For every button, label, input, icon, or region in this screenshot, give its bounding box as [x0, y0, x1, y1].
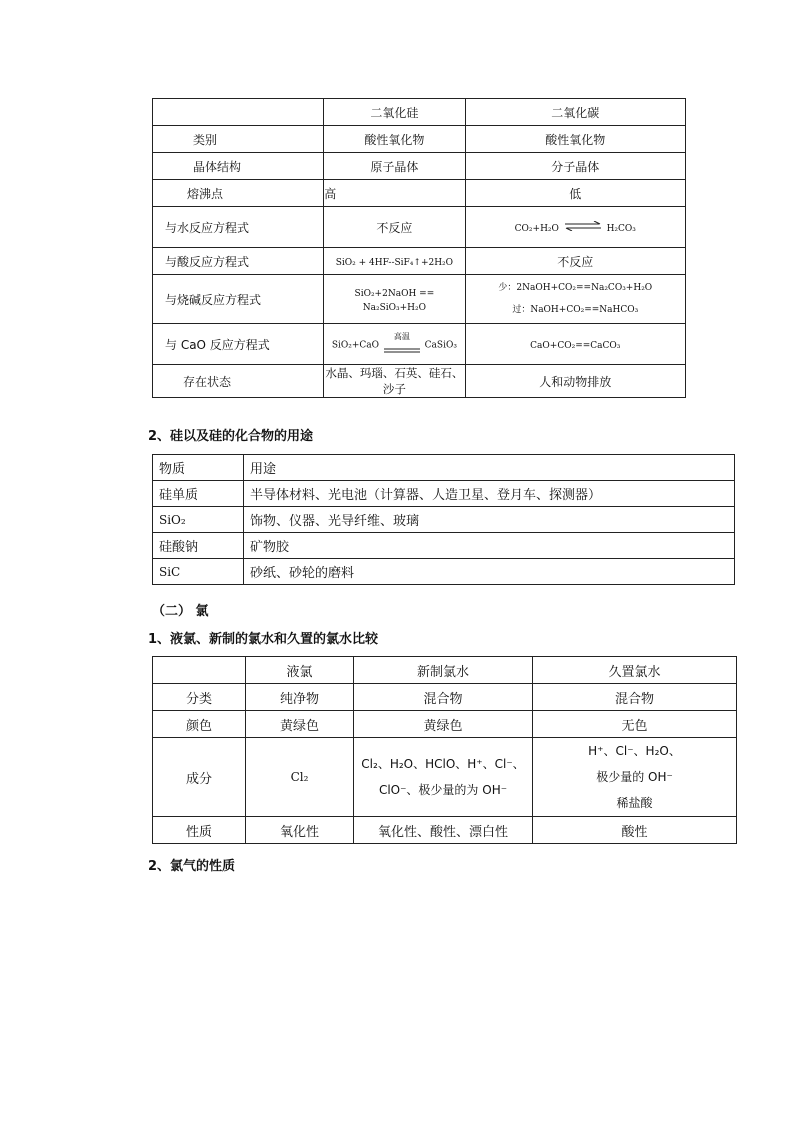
table-cell: 氧化性 [246, 817, 354, 844]
table-cell: 硅酸钠 [153, 533, 244, 559]
chlorine-water-comparison-table [152, 656, 737, 844]
table-row [153, 533, 735, 559]
table-cell: 混合物 [354, 684, 533, 711]
table-cell: 纯净物 [246, 684, 354, 711]
equals-arrow-icon [383, 348, 421, 353]
table-cell: 黄绿色 [354, 711, 533, 738]
component-line: 稀盐酸 [616, 796, 653, 810]
table-cell: 氧化性、酸性、漂白性 [354, 817, 533, 844]
table-header: 物质 [153, 455, 244, 481]
table-header: 二氧化硅 [324, 99, 465, 126]
equation-small-amount: 少：2NaOH+CO₂==Na₂CO₃+H₂O [498, 283, 653, 293]
section-heading-chlorine: （二） 氯 [152, 604, 209, 619]
row-label: 与烧碱反应方程式 [153, 275, 324, 324]
table-row [153, 455, 735, 481]
table-header: 用途 [244, 455, 735, 481]
sio2-co2-comparison-table [152, 98, 686, 398]
row-label: 分类 [153, 684, 246, 711]
table-header: 二氧化碳 [465, 99, 685, 126]
table-row [153, 207, 686, 248]
row-label: 与酸反应方程式 [153, 248, 324, 275]
row-label: 与 CaO 反应方程式 [153, 324, 324, 365]
table-cell: 低 [465, 180, 685, 207]
table-row [153, 817, 737, 844]
table-row [153, 324, 686, 365]
table-cell: SiC [153, 559, 244, 585]
row-label: 类别 [153, 126, 324, 153]
equation-excess: 过：NaOH+CO₂==NaHCO₃ [512, 305, 639, 315]
table-cell: SiO₂+2NaOH == Na₂SiO₃+H₂O [354, 289, 435, 313]
table-cell: 矿物胶 [244, 533, 735, 559]
table-cell: 酸性氧化物 [465, 126, 685, 153]
table-row [153, 711, 737, 738]
component-line: 极少量的 OH⁻ [596, 770, 673, 784]
table-cell: 硅单质 [153, 481, 244, 507]
table-row [153, 507, 735, 533]
row-label: 成分 [153, 738, 246, 817]
reaction-condition: 高温 [393, 332, 410, 341]
table-cell: SiO₂ [153, 507, 244, 533]
table-row [153, 153, 686, 180]
heading-chlorine-properties: 2、氯气的性质 [148, 859, 236, 874]
row-label: 与水反应方程式 [153, 207, 324, 248]
table-cell: 半导体材料、光电池（计算器、人造卫星、登月车、探测器） [244, 481, 735, 507]
component-line: H⁺、Cl⁻、H₂O、 [588, 744, 681, 758]
table-row [153, 559, 735, 585]
table-row [153, 657, 737, 684]
table-cell: SiO₂ + 4HF--SiF₄↑+2H₂O [335, 258, 454, 268]
equation-right: CaSiO₃ [424, 340, 457, 351]
table-cell: 混合物 [533, 684, 737, 711]
table-cell: Cl₂ [246, 738, 354, 817]
table-cell: 饰物、仪器、光导纤维、玻璃 [244, 507, 735, 533]
table-cell: 不反应 [465, 248, 685, 275]
table-header: 液氯 [246, 657, 354, 684]
table-cell: 水晶、玛瑙、石英、硅石、沙子 [325, 366, 464, 396]
table-row [153, 738, 737, 817]
heading-chlorine-compare: 1、液氯、新制的氯水和久置的氯水比较 [148, 632, 379, 647]
row-label: 熔沸点 [153, 180, 324, 207]
row-label: 颜色 [153, 711, 246, 738]
equation-left: SiO₂+CaO [331, 340, 380, 351]
table-cell: 高 [324, 180, 465, 207]
table-cell: 黄绿色 [246, 711, 354, 738]
heading-silicon-uses: 2、硅以及硅的化合物的用途 [148, 429, 314, 444]
table-header: 久置氯水 [533, 657, 737, 684]
table-row [153, 180, 686, 207]
row-label: 存在状态 [153, 365, 324, 398]
row-label: 性质 [153, 817, 246, 844]
table-cell: CaO+CO₂==CaCO₃ [530, 341, 621, 351]
table-cell: 酸性氧化物 [324, 126, 465, 153]
table-row [153, 365, 686, 398]
table-cell [465, 207, 685, 248]
component-line: Cl₂、H₂O、HClO、H⁺、Cl⁻、 [361, 757, 525, 771]
table-cell: 酸性 [533, 817, 737, 844]
equation-left: CO₂+H₂O [514, 223, 559, 234]
table-header: 新制氯水 [354, 657, 533, 684]
equation-right: H₂CO₃ [606, 223, 636, 234]
table-cell: 人和动物排放 [465, 365, 685, 398]
component-line: ClO⁻、极少量的为 OH⁻ [378, 783, 508, 797]
table-row [153, 126, 686, 153]
table-row [153, 481, 735, 507]
table-cell: 砂纸、砂轮的磨料 [244, 559, 735, 585]
table-cell: 分子晶体 [465, 153, 685, 180]
table-row [153, 248, 686, 275]
table-row [153, 275, 686, 324]
silicon-uses-table [152, 454, 735, 585]
table-row [153, 684, 737, 711]
row-label: 晶体结构 [153, 153, 324, 180]
table-cell: 原子晶体 [324, 153, 465, 180]
table-cell: 无色 [533, 711, 737, 738]
table-row [153, 99, 686, 126]
table-cell: 不反应 [324, 207, 465, 248]
reversible-arrow-icon [563, 220, 603, 234]
